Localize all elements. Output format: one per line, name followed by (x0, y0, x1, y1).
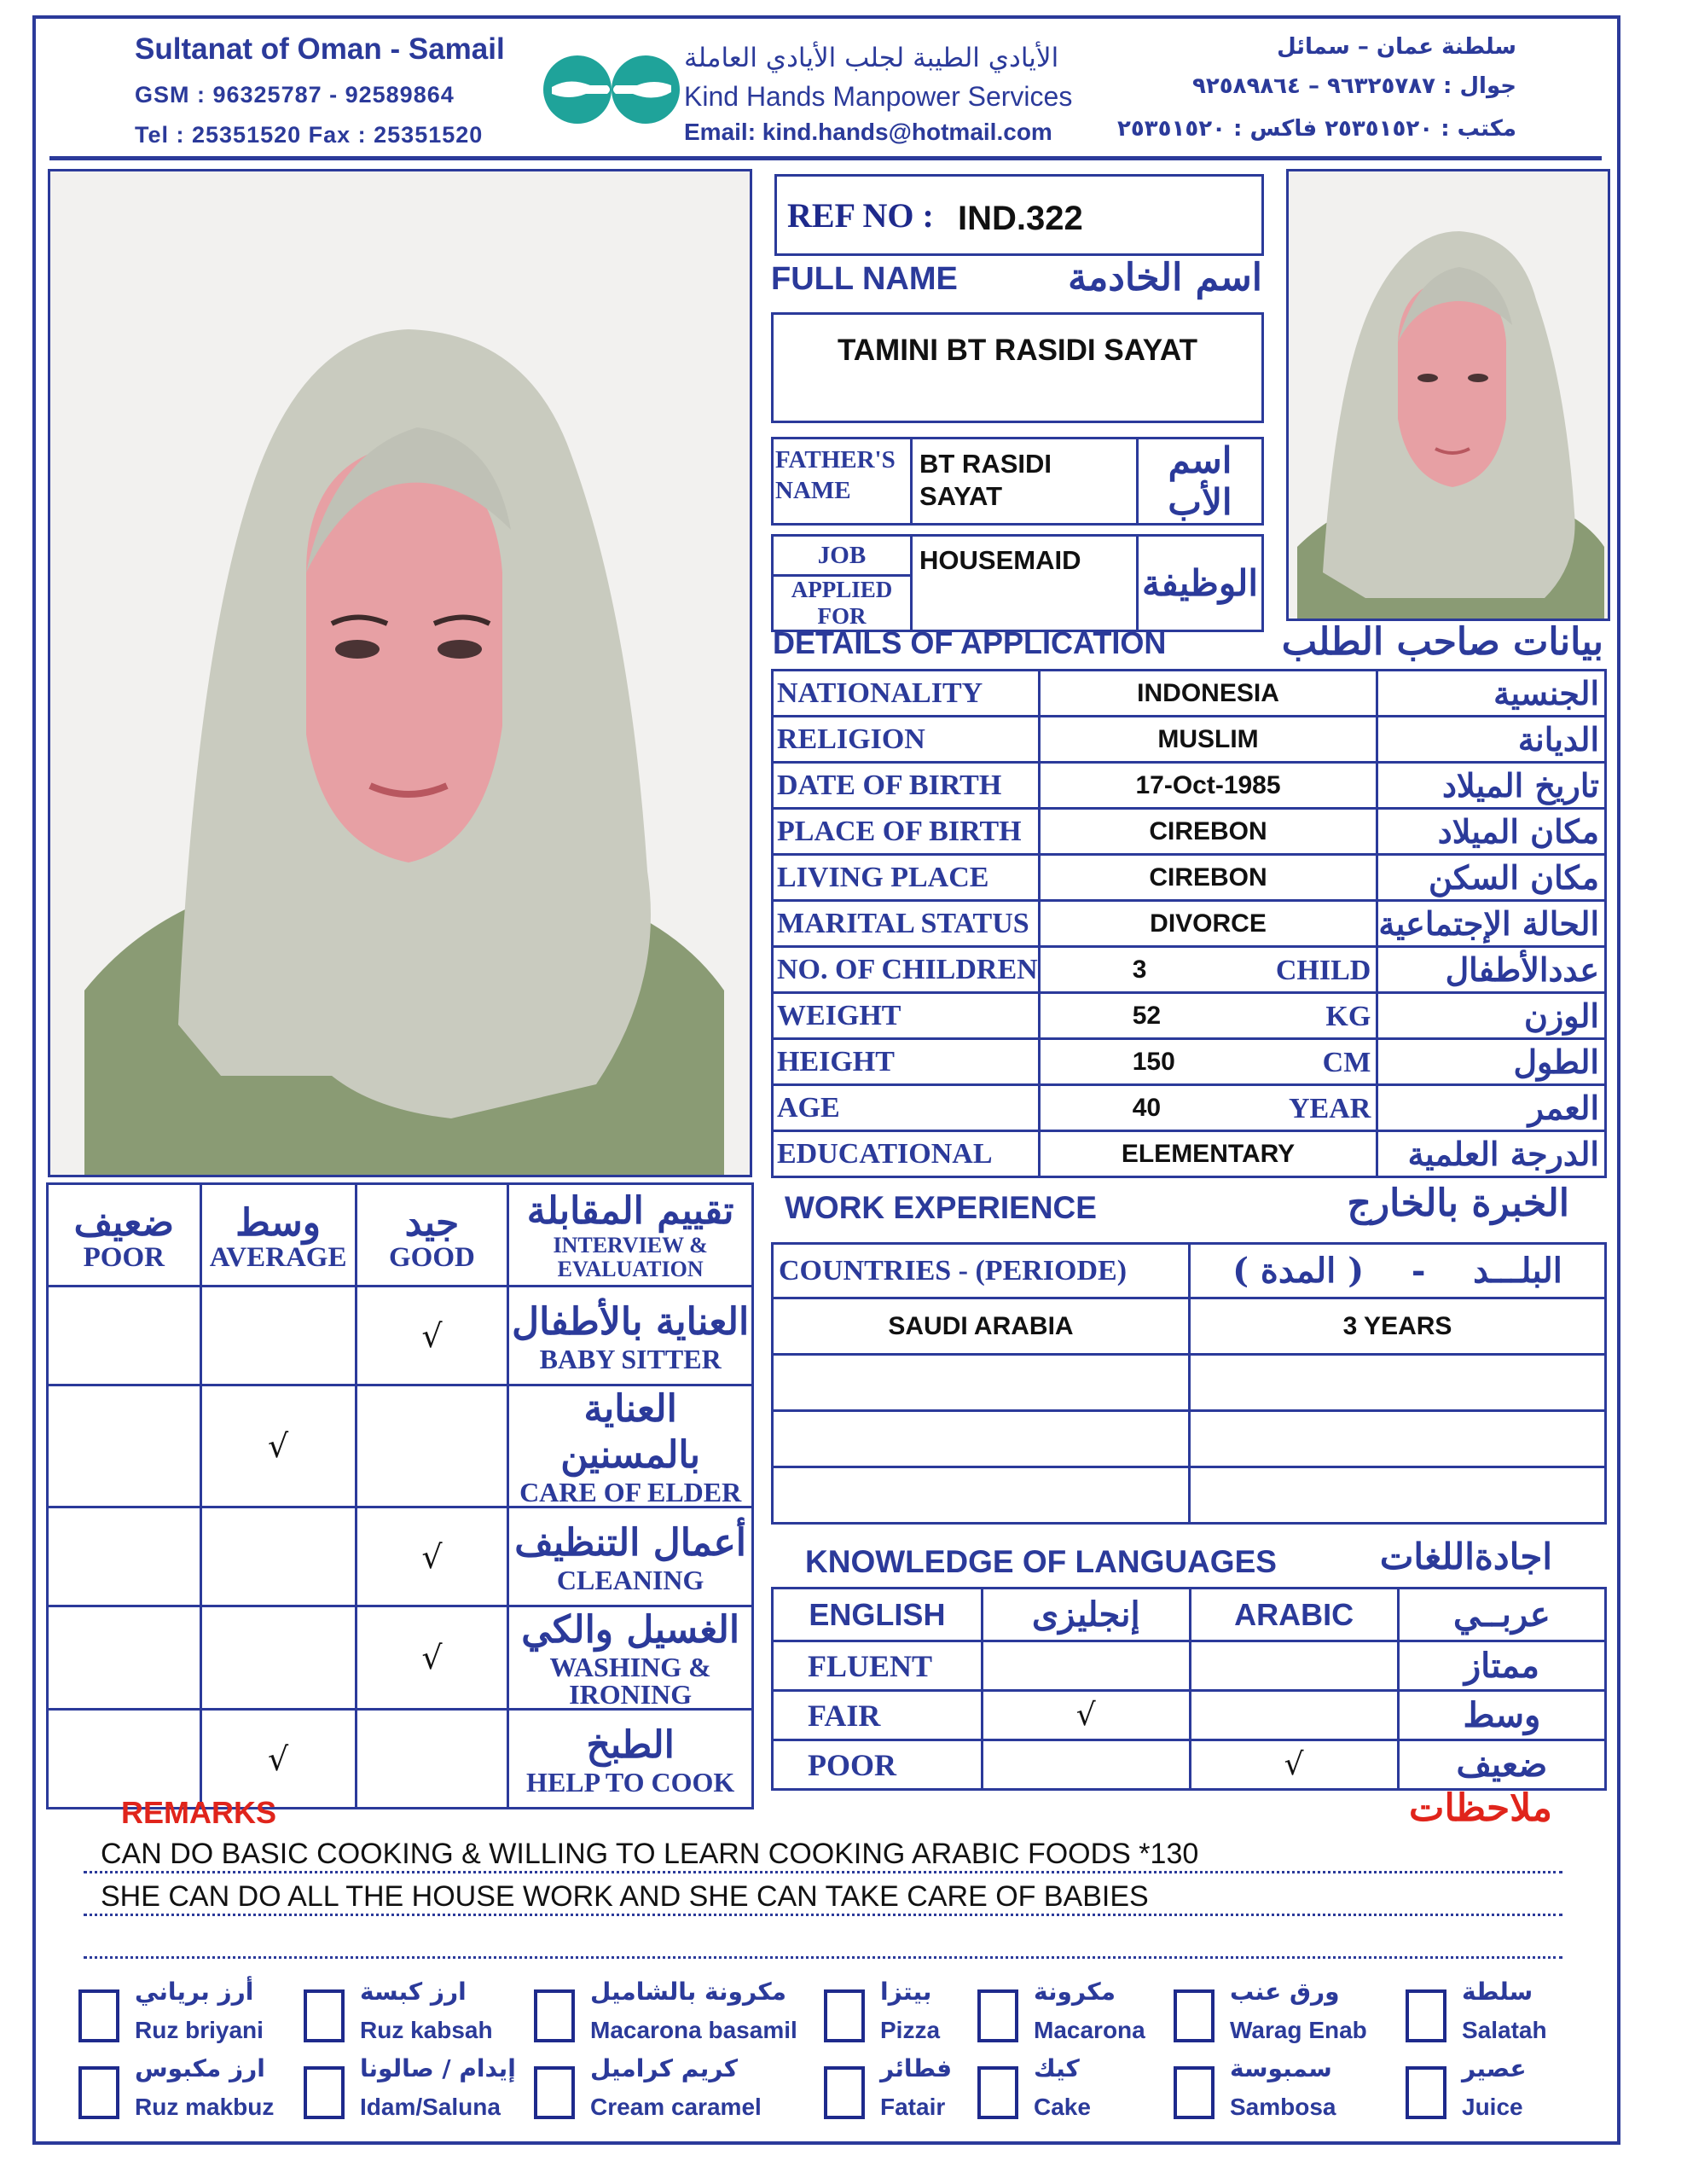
details-row (773, 1085, 1606, 1131)
details-label-arabic: الجنسية (1493, 674, 1599, 712)
father-value-line1: BT RASIDI (919, 449, 1052, 479)
meal-option[interactable] (977, 1978, 1170, 2051)
details-unit: CHILD (1275, 955, 1371, 986)
details-value: 3 (1132, 955, 1147, 984)
meal-name-arabic: مكرونة بالشاميل (590, 1978, 786, 2006)
meal-name: Fatair (880, 2094, 946, 2120)
remarks-line-3 (84, 1920, 1562, 1959)
father-label-line1: FATHER'S (775, 446, 896, 473)
meal-option[interactable] (534, 2054, 838, 2128)
company-location: Sultanat of Oman - Samail (135, 32, 505, 66)
meal-name-arabic: فطائر (880, 2054, 953, 2082)
details-label-arabic: مكان السكن (1428, 858, 1599, 897)
job-value: HOUSEMAID (919, 545, 1081, 575)
father-value-line2: SAYAT (919, 481, 1003, 511)
ref-label: REF NO : (787, 196, 934, 235)
company-email: Email: kind.hands@hotmail.com (684, 119, 1052, 145)
meal-checkbox[interactable] (977, 1989, 1018, 2042)
full-name-label-arabic: اسم الخادمة (1068, 256, 1262, 299)
meal-name: Pizza (880, 2017, 941, 2043)
gsm-numbers: GSM : 96325787 - 92589864 (135, 82, 455, 107)
meal-checkbox[interactable] (824, 1989, 865, 2042)
check-mark: √ (267, 1740, 289, 1778)
father-label-line2: NAME (775, 477, 851, 504)
details-label-arabic: مكان الميلاد (1437, 812, 1599, 851)
remarks-text-2: SHE CAN DO ALL THE HOUSE WORK AND SHE CAN TAKE CARE OF BABIES (101, 1880, 1149, 1913)
work-table (771, 1242, 1607, 1525)
ref-box (774, 174, 1264, 256)
arabic-mobile: جوال : ٩٦٣٢٥٧٨٧ – ٩٢٥٨٩٨٦٤ (1191, 73, 1516, 99)
check-mark: √ (267, 1427, 289, 1465)
job-label-line1: JOB (817, 541, 867, 569)
language-arabic-mark: √ (1284, 1747, 1304, 1782)
tel-fax-numbers: Tel : 25351520 Fax : 25351520 (135, 122, 484, 148)
languages-title-arabic: اجادةاللغات (1379, 1536, 1552, 1577)
details-row (773, 1039, 1606, 1085)
details-value: CIREBON (1149, 863, 1267, 892)
work-country: SAUDI ARABIA (888, 1311, 1074, 1340)
job-table (771, 534, 1264, 632)
father-label-arabic: اسم الأب (1168, 439, 1232, 523)
evaluation-skill: WASHING & IRONING (549, 1652, 711, 1710)
evaluation-skill: BABY SITTER (539, 1343, 722, 1374)
work-header-label: COUNTRIES - (PERIODE) (779, 1254, 1128, 1287)
meal-option[interactable] (78, 2054, 280, 2128)
meal-option[interactable] (824, 2054, 965, 2128)
details-label: DATE OF BIRTH (777, 769, 1002, 801)
evaluation-header (48, 1184, 753, 1287)
check-mark: √ (421, 1316, 443, 1355)
details-label: EDUCATIONAL (777, 1137, 993, 1170)
details-row (773, 717, 1606, 763)
details-unit: CM (1322, 1047, 1371, 1078)
details-label-arabic: الديانة (1517, 720, 1599, 758)
work-header (773, 1244, 1606, 1298)
evaluation-skill: HELP TO COOK (526, 1766, 735, 1798)
check-mark: √ (421, 1639, 443, 1676)
company-name: Kind Hands Manpower Services (684, 81, 1073, 112)
meal-name-arabic: ارز كبسة (360, 1978, 467, 2006)
meal-option[interactable] (304, 2054, 516, 2128)
candidate-photo-large (48, 169, 752, 1177)
meal-checkbox[interactable] (977, 2066, 1018, 2119)
ref-value: IND.322 (958, 200, 1083, 237)
details-value: DIVORCE (1150, 909, 1267, 938)
language-level-arabic: ممتاز (1464, 1646, 1539, 1686)
details-label: HEIGHT (777, 1045, 895, 1077)
evaluation-row (48, 1606, 753, 1710)
details-value: 17-Oct-1985 (1135, 770, 1281, 799)
details-label: WEIGHT (777, 999, 901, 1031)
meal-name-arabic: بيتزا (880, 1978, 932, 2006)
meal-name: Idam/Saluna (360, 2094, 501, 2120)
meal-checkbox[interactable] (78, 1989, 119, 2042)
meal-name-arabic: عصير (1462, 2054, 1527, 2082)
work-period: 3 YEARS (1342, 1311, 1452, 1340)
details-value: CIREBON (1149, 816, 1267, 845)
language-level: POOR (808, 1747, 896, 1782)
header-divider (49, 156, 1602, 160)
details-unit: KG (1325, 1001, 1371, 1032)
meal-checkbox[interactable] (534, 2066, 575, 2119)
company-name-arabic: الأيادي الطيبة لجلب الأيادي العاملة (684, 43, 1059, 73)
details-label-arabic: الوزن (1523, 996, 1599, 1035)
meal-name: Ruz kabsah (360, 2017, 493, 2043)
details-title: DETAILS OF APPLICATION (773, 625, 1167, 660)
details-row (773, 763, 1606, 809)
meal-name: Macarona (1034, 2017, 1145, 2043)
meal-checkbox[interactable] (824, 2066, 865, 2119)
meal-name-arabic: كيك (1034, 2054, 1080, 2082)
evaluation-skill: CLEANING (556, 1564, 704, 1595)
evaluation-skill-arabic: الطبخ (586, 1722, 675, 1767)
languages-header-arabic: عربــي (1452, 1594, 1551, 1635)
meal-checkbox[interactable] (1174, 2066, 1215, 2119)
evaluation-header-label: INTERVIEW & EVALUATION (553, 1232, 708, 1281)
meal-option[interactable] (824, 1978, 965, 2051)
evaluation-row (48, 1507, 753, 1606)
details-row (773, 855, 1606, 901)
evaluation-header-arabic: ضعيف (73, 1200, 175, 1245)
meal-option[interactable] (1406, 2054, 1607, 2128)
languages-title: KNOWLEDGE OF LANGUAGES (805, 1544, 1277, 1579)
details-value: 40 (1132, 1093, 1162, 1122)
languages-header-english: ENGLISH (809, 1596, 946, 1632)
meal-name: Cream caramel (590, 2094, 762, 2120)
meal-name-arabic: كريم كراميل (590, 2054, 738, 2082)
work-row (773, 1467, 1606, 1524)
language-level-arabic: وسط (1463, 1695, 1541, 1735)
job-label-arabic: الوظيفة (1141, 562, 1259, 604)
details-label-arabic: عددالأطفال (1445, 950, 1599, 989)
details-unit: YEAR (1288, 1093, 1371, 1124)
evaluation-table (46, 1182, 754, 1809)
meal-checkbox[interactable] (78, 2066, 119, 2119)
meal-name-arabic: سمبوسة (1230, 2054, 1332, 2082)
details-label: RELIGION (777, 723, 925, 755)
details-label: PLACE OF BIRTH (777, 815, 1022, 847)
meal-name-arabic: ورق عنب (1230, 1978, 1340, 2006)
remarks-line-2 (84, 1877, 1562, 1916)
languages-header-arabic-label: ARABIC (1234, 1596, 1354, 1632)
details-label-arabic: الطول (1513, 1043, 1599, 1081)
languages-header-english-arabic: إنجليزى (1031, 1594, 1140, 1635)
languages-row (773, 1691, 1606, 1740)
meal-name-arabic: إيدام / صالونا (360, 2054, 516, 2082)
evaluation-header-arabic: وسط (235, 1200, 322, 1245)
details-row (773, 809, 1606, 855)
meal-checkbox[interactable] (304, 2066, 345, 2119)
remarks-label-arabic: ملاحظات (1409, 1786, 1552, 1830)
work-title: WORK EXPERIENCE (785, 1190, 1097, 1225)
details-row (773, 671, 1606, 717)
arabic-location: سلطنة عمان – سمائل (1277, 34, 1516, 60)
evaluation-skill: CARE OF ELDER (519, 1477, 742, 1507)
details-label-arabic: الحالة الإجتماعية (1378, 904, 1599, 943)
details-value: ELEMENTARY (1121, 1139, 1296, 1168)
remarks-line-1 (84, 1834, 1562, 1873)
father-name-table (771, 437, 1264, 526)
evaluation-header-arabic: جيد (404, 1200, 460, 1245)
remarks-label: REMARKS (121, 1795, 277, 1830)
meal-name-arabic: سلطة (1462, 1978, 1533, 2006)
details-label-arabic: الدرجة العلمية (1407, 1135, 1599, 1173)
meal-option[interactable] (78, 1978, 280, 2051)
work-row (773, 1298, 1606, 1355)
details-row (773, 993, 1606, 1039)
meal-option[interactable] (1174, 1978, 1400, 2051)
details-label: MARITAL STATUS (777, 907, 1029, 939)
evaluation-skill-arabic: العناية بالأطفال (512, 1299, 750, 1344)
check-mark: √ (421, 1537, 443, 1576)
evaluation-skill-arabic: أعمال التنظيف (514, 1520, 747, 1565)
languages-row (773, 1740, 1606, 1790)
job-label-line2: APPLIED FOR (791, 577, 893, 629)
language-level: FLUENT (808, 1648, 933, 1683)
meal-name: Ruz briyani (135, 2017, 264, 2043)
meal-name: Salatah (1462, 2017, 1547, 2043)
evaluation-row (48, 1287, 753, 1385)
full-name-box (771, 312, 1264, 423)
evaluation-header-label: AVERAGE (209, 1241, 347, 1273)
arabic-office: مكتب : ٢٥٣٥١٥٢٠ فاكس : ٢٥٣٥١٥٢٠ (1117, 116, 1516, 142)
meal-option[interactable] (534, 1978, 838, 2051)
details-label: NO. OF CHILDREN (777, 953, 1038, 985)
meal-name: Ruz makbuz (135, 2094, 275, 2120)
language-level: FAIR (808, 1698, 881, 1733)
details-row (773, 1131, 1606, 1177)
evaluation-header-label: POOR (83, 1241, 165, 1273)
details-title-arabic: بيانات صاحب الطلب (1281, 620, 1603, 664)
meal-name-arabic: مكرونة (1034, 1978, 1116, 2006)
languages-header (773, 1589, 1606, 1641)
evaluation-header-arabic: تقييم المقابلة (526, 1188, 734, 1233)
details-row (773, 901, 1606, 947)
meal-option[interactable] (304, 1978, 505, 2051)
full-name-value: TAMINI BT RASIDI SAYAT (838, 334, 1197, 367)
evaluation-row (48, 1710, 753, 1809)
meal-checkbox[interactable] (1406, 1989, 1446, 2042)
details-row (773, 947, 1606, 993)
meal-option[interactable] (1406, 1978, 1607, 2051)
meal-name: Warag Enab (1230, 2017, 1367, 2043)
details-value: INDONESIA (1137, 678, 1279, 707)
hands-logo-icon (539, 51, 684, 128)
language-level-arabic: ضعيف (1456, 1745, 1548, 1785)
languages-row (773, 1641, 1606, 1691)
details-label-arabic: تاريخ الميلاد (1441, 766, 1599, 804)
languages-table (771, 1587, 1607, 1791)
details-label: LIVING PLACE (777, 861, 989, 893)
work-title-arabic: الخبرة بالخارج (1347, 1182, 1569, 1225)
work-row (773, 1355, 1606, 1411)
meal-name-arabic: أرز برياني (135, 1978, 254, 2006)
meal-name: Macarona basamil (590, 2017, 797, 2043)
meal-checkbox[interactable] (1406, 2066, 1446, 2119)
language-english-mark: √ (1075, 1698, 1096, 1733)
meal-option[interactable] (977, 2054, 1170, 2128)
meal-checkbox[interactable] (534, 1989, 575, 2042)
evaluation-header-label: GOOD (389, 1241, 475, 1273)
remarks-text-1: CAN DO BASIC COOKING & WILLING TO LEARN COOKING ARABIC FOODS *130 (101, 1838, 1199, 1870)
details-table (771, 669, 1607, 1178)
details-value: 150 (1132, 1047, 1175, 1076)
meal-checkbox[interactable] (1174, 1989, 1215, 2042)
details-label: NATIONALITY (777, 677, 983, 709)
full-name-label: FULL NAME (771, 261, 958, 297)
meal-option[interactable] (1174, 2054, 1400, 2128)
candidate-photo-small (1286, 169, 1610, 621)
meal-name: Juice (1462, 2094, 1523, 2120)
meal-name: Sambosa (1230, 2094, 1336, 2120)
details-value: MUSLIM (1157, 724, 1259, 753)
work-row (773, 1411, 1606, 1467)
meal-checkbox[interactable] (304, 1989, 345, 2042)
details-label-arabic: العمر (1528, 1089, 1599, 1127)
details-value: 52 (1132, 1001, 1162, 1030)
meal-name-arabic: ارز مكبوس (135, 2054, 265, 2082)
work-header-arabic: البلـــد - ( المدة ) (1232, 1251, 1562, 1291)
details-label: AGE (777, 1091, 840, 1124)
evaluation-skill-arabic: العناية بالمسنين (560, 1387, 701, 1477)
evaluation-row (48, 1385, 753, 1507)
meal-name: Cake (1034, 2094, 1091, 2120)
evaluation-skill-arabic: الغسيل والكي (521, 1608, 740, 1652)
